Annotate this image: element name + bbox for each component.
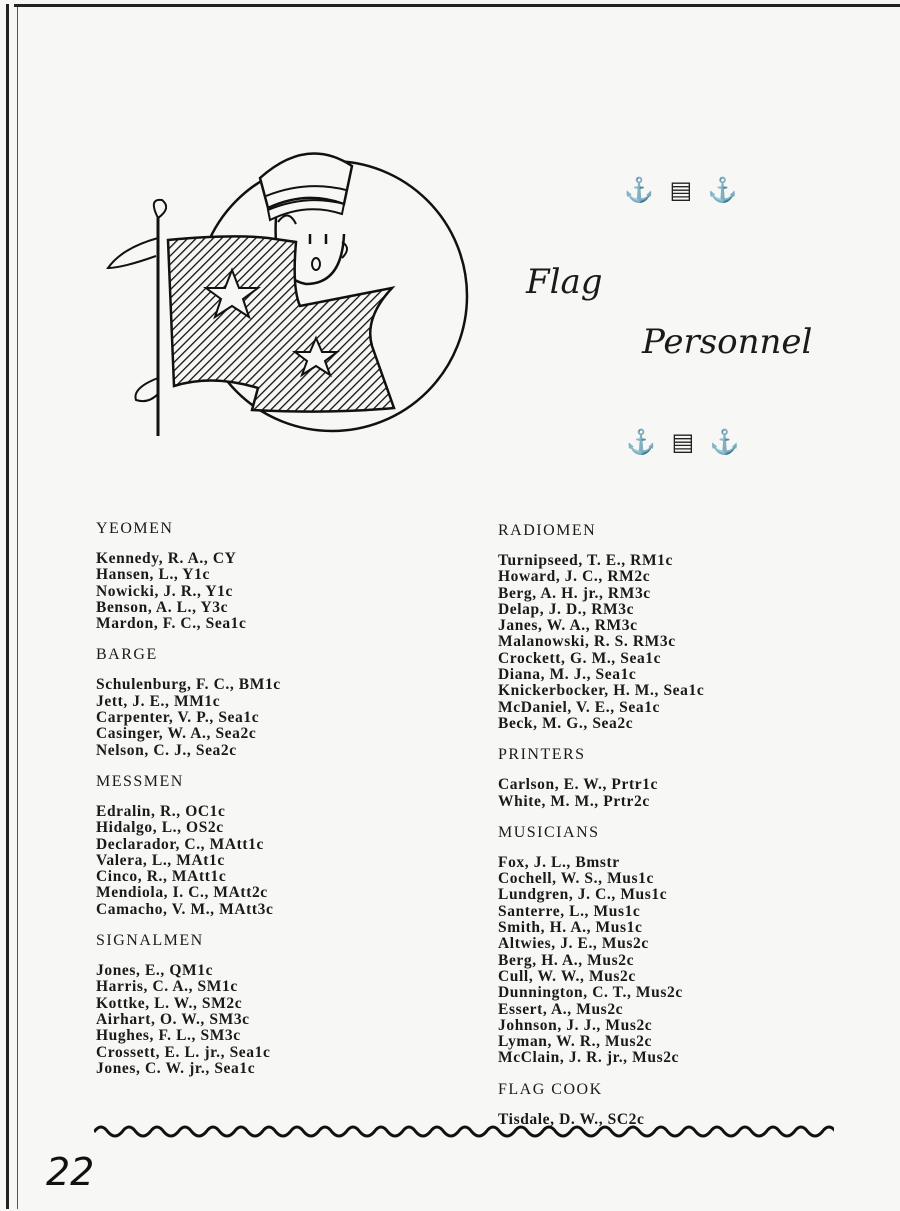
roster-entry: Cinco, R., MAtt1c (96, 868, 227, 886)
roster-entry: Nelson, C. J., Sea2c (96, 741, 237, 759)
page-title-line1: Flag (526, 262, 603, 302)
roster-entry: Cull, W. W., Mus2c (498, 967, 636, 985)
section-heading: FLAG COOK (498, 1080, 603, 1098)
roster-entry: Declarador, C., MAtt1c (96, 835, 265, 853)
roster-list (96, 963, 456, 1077)
roster-entry: Camacho, V. M., MAtt3c (96, 900, 274, 918)
roster-entry: Santerre, L., Mus1c (498, 902, 641, 920)
roster-entry: Jett, J. E., MM1c (96, 692, 221, 710)
roster-entry: Janes, W. A., RM3c (498, 617, 638, 635)
roster-entry: Mendiola, I. C., MAtt2c (96, 884, 268, 902)
roster-entry: Carpenter, V. P., Sea1c (96, 709, 260, 727)
roster-entry: Johnson, J. J., Mus2c (498, 1016, 653, 1034)
page-title-line2: Personnel (642, 322, 813, 362)
anchor-flag-ornament-top: ⚓ ▤ ⚓ (624, 176, 742, 204)
sailor-flag-illustration (92, 138, 476, 468)
roster-entry: Crockett, G. M., Sea1c (498, 649, 662, 667)
section-heading: YEOMEN (96, 520, 174, 537)
roster-entry: Carlson, E. W., Prtr1c (498, 776, 659, 794)
roster-entry: Jones, C. W. jr., Sea1c (96, 1059, 256, 1077)
roster-entry: Fox, J. L., Bmstr (498, 853, 620, 871)
roster-entry: Turnipseed, T. E., RM1c (498, 552, 673, 569)
roster-entry: Dunnington, C. T., Mus2c (498, 984, 683, 1002)
roster-entry: Knickerbocker, H. M., Sea1c (498, 682, 705, 700)
roster-list (96, 551, 456, 632)
roster-entry: Mardon, F. C., Sea1c (96, 615, 247, 633)
roster-entry: Altwies, J. E., Mus2c (498, 935, 649, 953)
roster-entry: Beck, M. G., Sea2c (498, 714, 634, 732)
roster-entry: Nowicki, J. R., Y1c (96, 582, 233, 600)
roster-entry: Malanowski, R. S. RM3c (498, 633, 676, 651)
roster-entry: Berg, A. H. jr., RM3c (498, 584, 651, 602)
page-number: 22 (46, 1150, 95, 1194)
roster-entry: Lundgren, J. C., Mus1c (498, 886, 668, 904)
page-left-border (6, 4, 18, 1209)
roster-entry: White, M. M., Prtr2c (498, 792, 650, 810)
roster-entry: McDaniel, V. E., Sea1c (498, 698, 661, 716)
section-heading: RADIOMEN (498, 522, 597, 539)
roster-entry: Hughes, F. L., SM3c (96, 1027, 241, 1045)
section-heading: PRINTERS (498, 746, 586, 764)
roster-entry: Kottke, L. W., SM2c (96, 994, 243, 1012)
roster-entry: Smith, H. A., Mus1c (498, 919, 643, 937)
roster-list (498, 553, 838, 732)
left-roster-column (96, 520, 456, 1091)
roster-list (96, 677, 456, 758)
roster-entry: Cochell, W. S., Mus1c (498, 870, 654, 888)
anchor-flag-ornament-bottom: ⚓ ▤ ⚓ (626, 428, 744, 456)
section-heading: SIGNALMEN (96, 932, 204, 950)
page-top-border (14, 4, 900, 7)
roster-list (498, 855, 838, 1067)
roster-entry: Tisdale, D. W., SC2c (498, 1110, 645, 1128)
wavy-divider (94, 1118, 834, 1142)
flag-icon (168, 236, 394, 411)
roster-entry: Hidalgo, L., OS2c (96, 819, 224, 837)
section-heading: MESSMEN (96, 772, 184, 790)
roster-entry: Schulenburg, F. C., BM1c (96, 676, 281, 694)
roster-entry: Edralin, R., OC1c (96, 802, 226, 820)
section-heading: MUSICIANS (498, 823, 600, 841)
roster-entry: Berg, H. A., Mus2c (498, 951, 635, 969)
roster-entry: Crossett, E. L. jr., Sea1c (96, 1043, 271, 1061)
roster-entry: Essert, A., Mus2c (498, 1000, 624, 1018)
roster-entry: Kennedy, R. A., CY (96, 550, 237, 567)
roster-list (96, 804, 456, 918)
sailor-hat-icon (260, 154, 352, 221)
roster-entry: Harris, C. A., SM1c (96, 978, 238, 996)
roster-entry: Valera, L., MAt1c (96, 851, 225, 869)
roster-entry: Benson, A. L., Y3c (96, 598, 229, 616)
roster-entry: Howard, J. C., RM2c (498, 568, 651, 586)
right-roster-column (498, 522, 838, 1142)
roster-entry: Casinger, W. A., Sea2c (96, 725, 257, 743)
roster-entry: McClain, J. R. jr., Mus2c (498, 1049, 680, 1067)
roster-entry: Delap, J. D., RM3c (498, 600, 635, 618)
roster-entry: Airhart, O. W., SM3c (96, 1010, 250, 1028)
roster-entry: Jones, E., QM1c (96, 962, 214, 980)
roster-entry: Diana, M. J., Sea1c (498, 666, 637, 684)
roster-entry: Lyman, W. R., Mus2c (498, 1033, 652, 1051)
section-heading: BARGE (96, 646, 158, 664)
flagstaff-icon (108, 200, 166, 436)
roster-list (498, 777, 838, 810)
roster-entry: Hansen, L., Y1c (96, 566, 210, 584)
